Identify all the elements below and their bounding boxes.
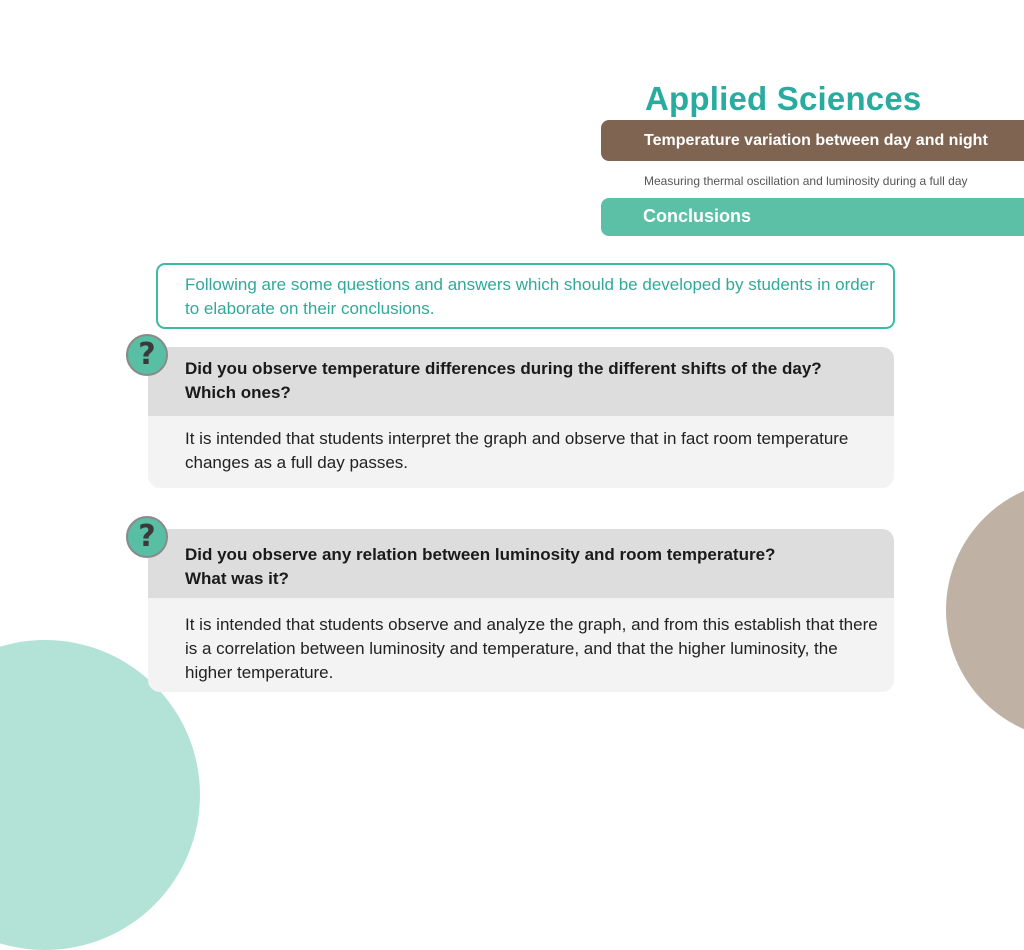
question-text: Did you observe temperature differences during the different shifts of the day? bbox=[185, 359, 822, 378]
brand-title: Applied Sciences bbox=[645, 80, 922, 117]
question-mark-icon: ? bbox=[126, 334, 168, 376]
answer-panel bbox=[148, 416, 894, 475]
answer-text: It is intended that students observe and analyze the graph, and from this establish that there is a correlation between luminosity and temperature, and that the higher luminosity, the higher temperature. bbox=[185, 615, 878, 682]
page-subtitle: Measuring thermal oscillation and luminosity during a full day bbox=[644, 174, 968, 188]
section-banner bbox=[601, 198, 1024, 236]
section-title: Conclusions bbox=[643, 206, 752, 226]
decorative-circle-right bbox=[946, 480, 1024, 740]
question-text: Did you observe any relation between luminosity and room temperature? bbox=[185, 545, 776, 564]
question-text: Which ones? bbox=[185, 383, 291, 402]
qa-card bbox=[148, 529, 894, 692]
answer-text: It is intended that students interpret the graph and observe that in fact room temperature changes as a full day passes. bbox=[185, 429, 849, 472]
intro-text: Following are some questions and answers which should be developed by students in order to elaborate on their conclusions. bbox=[185, 275, 875, 318]
topic-title: Temperature variation between day and night bbox=[644, 132, 988, 149]
question-panel bbox=[148, 347, 894, 416]
topic-banner bbox=[601, 120, 1024, 161]
question-text: What was it? bbox=[185, 569, 289, 588]
question-mark-icon: ? bbox=[126, 516, 168, 558]
intro-box bbox=[156, 263, 895, 329]
question-panel bbox=[148, 529, 894, 598]
qa-card bbox=[148, 347, 894, 488]
answer-panel bbox=[148, 598, 894, 685]
